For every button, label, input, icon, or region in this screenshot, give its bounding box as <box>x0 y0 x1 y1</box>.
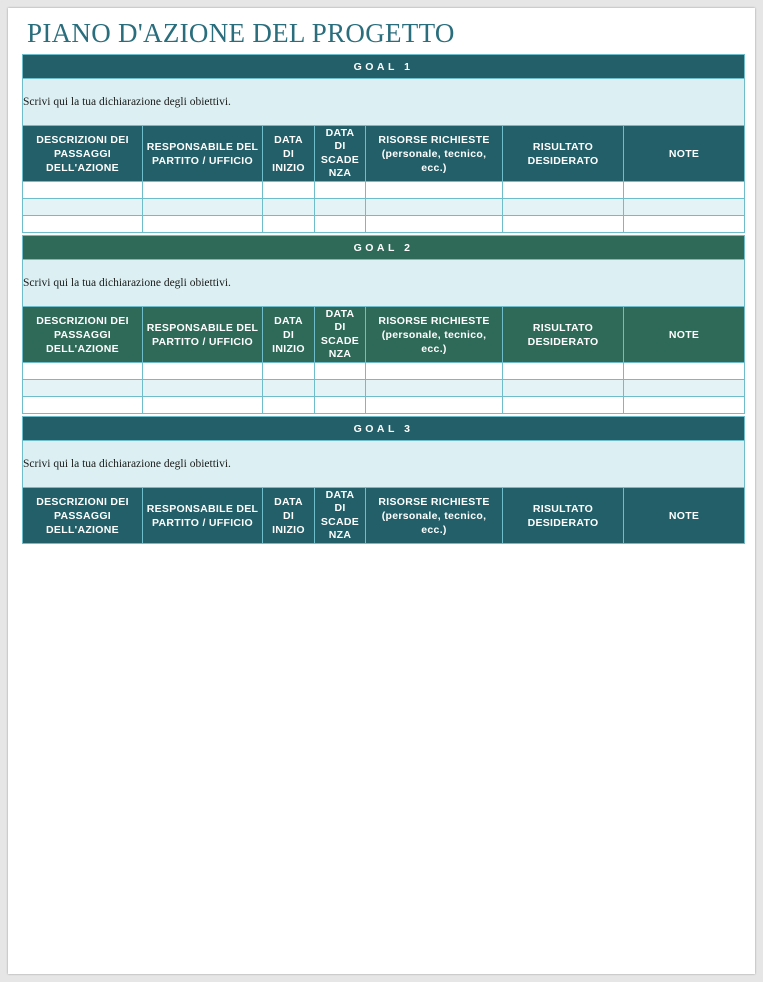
table-cell[interactable] <box>143 216 263 233</box>
table-cell[interactable] <box>23 380 143 397</box>
table-cell[interactable] <box>503 216 624 233</box>
table-cell[interactable] <box>624 380 745 397</box>
goal-2-statement[interactable]: Scrivi qui la tua dichiarazione degli obiettivi. <box>23 260 745 307</box>
goal-3-statement[interactable]: Scrivi qui la tua dichiarazione degli obiettivi. <box>23 441 745 488</box>
table-row <box>23 199 745 216</box>
table-cell[interactable] <box>143 199 263 216</box>
table-cell[interactable] <box>624 363 745 380</box>
col-header-start-date: DATA DI INIZIO <box>263 488 315 544</box>
table-cell[interactable] <box>503 397 624 414</box>
table-cell[interactable] <box>23 182 143 199</box>
table-cell[interactable] <box>263 182 315 199</box>
col-header-action-steps: DESCRIZIONI DEI PASSAGGI DELL'AZIONE <box>23 488 143 544</box>
table-cell[interactable] <box>315 363 366 380</box>
table-row <box>23 216 745 233</box>
goal-3-header: GOAL 3 <box>23 417 745 441</box>
col-header-outcome: RISULTATO DESIDERATO <box>503 126 624 182</box>
table-cell[interactable] <box>143 397 263 414</box>
table-cell[interactable] <box>23 199 143 216</box>
table-cell[interactable] <box>315 199 366 216</box>
col-header-due-date: DATA DI SCADE NZA <box>315 126 366 182</box>
table-cell[interactable] <box>315 397 366 414</box>
col-header-start-date: DATA DI INIZIO <box>263 307 315 363</box>
table-cell[interactable] <box>23 397 143 414</box>
goal-2-header: GOAL 2 <box>23 236 745 260</box>
table-cell[interactable] <box>263 397 315 414</box>
table-row <box>23 380 745 397</box>
table-cell[interactable] <box>315 182 366 199</box>
goal-3-section <box>22 416 744 544</box>
col-header-outcome: RISULTATO DESIDERATO <box>503 307 624 363</box>
col-header-due-date: DATA DI SCADE NZA <box>315 488 366 544</box>
goal-1-section <box>22 54 744 233</box>
table-cell[interactable] <box>263 363 315 380</box>
table-cell[interactable] <box>366 182 503 199</box>
goal-2-table <box>22 235 745 414</box>
goal-1-table <box>22 54 745 233</box>
col-header-responsible: RESPONSABILE DEL PARTITO / UFFICIO <box>143 126 263 182</box>
document-page <box>8 8 755 974</box>
table-cell[interactable] <box>315 216 366 233</box>
goal-1-statement[interactable]: Scrivi qui la tua dichiarazione degli obiettivi. <box>23 79 745 126</box>
table-row <box>23 397 745 414</box>
table-cell[interactable] <box>366 363 503 380</box>
table-cell[interactable] <box>143 363 263 380</box>
col-header-resources: RISORSE RICHIESTE (personale, tecnico, ecc.) <box>366 488 503 544</box>
goal-2-section <box>22 235 744 414</box>
goal-3-table <box>22 416 745 544</box>
col-header-responsible: RESPONSABILE DEL PARTITO / UFFICIO <box>143 488 263 544</box>
table-cell[interactable] <box>315 380 366 397</box>
table-cell[interactable] <box>366 380 503 397</box>
col-header-start-date: DATA DI INIZIO <box>263 126 315 182</box>
table-cell[interactable] <box>503 199 624 216</box>
col-header-action-steps: DESCRIZIONI DEI PASSAGGI DELL'AZIONE <box>23 307 143 363</box>
table-cell[interactable] <box>23 363 143 380</box>
col-header-notes: NOTE <box>624 126 745 182</box>
table-cell[interactable] <box>23 216 143 233</box>
col-header-notes: NOTE <box>624 488 745 544</box>
table-cell[interactable] <box>366 216 503 233</box>
table-cell[interactable] <box>366 199 503 216</box>
table-cell[interactable] <box>263 216 315 233</box>
table-cell[interactable] <box>143 380 263 397</box>
col-header-due-date: DATA DI SCADE NZA <box>315 307 366 363</box>
table-cell[interactable] <box>503 182 624 199</box>
table-row <box>23 182 745 199</box>
col-header-notes: NOTE <box>624 307 745 363</box>
col-header-resources: RISORSE RICHIESTE (personale, tecnico, ecc.) <box>366 307 503 363</box>
table-cell[interactable] <box>624 216 745 233</box>
table-cell[interactable] <box>503 380 624 397</box>
col-header-action-steps: DESCRIZIONI DEI PASSAGGI DELL'AZIONE <box>23 126 143 182</box>
col-header-responsible: RESPONSABILE DEL PARTITO / UFFICIO <box>143 307 263 363</box>
table-cell[interactable] <box>624 199 745 216</box>
col-header-resources: RISORSE RICHIESTE (personale, tecnico, ecc.) <box>366 126 503 182</box>
col-header-outcome: RISULTATO DESIDERATO <box>503 488 624 544</box>
page-title: PIANO D'AZIONE DEL PROGETTO <box>27 18 455 48</box>
table-cell[interactable] <box>366 397 503 414</box>
goal-1-header: GOAL 1 <box>23 55 745 79</box>
table-cell[interactable] <box>143 182 263 199</box>
table-row <box>23 363 745 380</box>
table-cell[interactable] <box>263 199 315 216</box>
table-cell[interactable] <box>263 380 315 397</box>
table-cell[interactable] <box>503 363 624 380</box>
table-cell[interactable] <box>624 182 745 199</box>
table-cell[interactable] <box>624 397 745 414</box>
